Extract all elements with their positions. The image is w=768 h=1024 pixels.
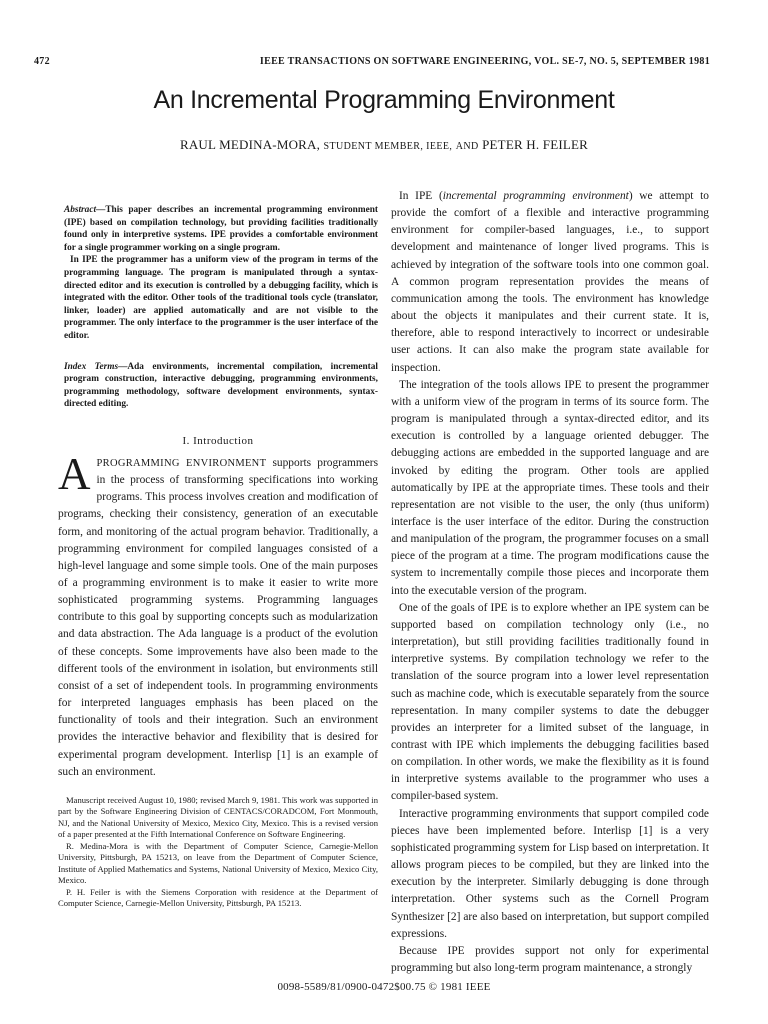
page-number: 472 [34,56,50,67]
footnote-author-1: R. Medina-Mora is with the Department of Computer Science, Carnegie-Mellon University, Pittsburgh, PA 15213, on leave from the Department of Computer Science, Institute of Applied Mathematics and Systems, National University of Mexico, Mexico City, Mexico. [58,840,378,886]
right-p1-start: In IPE ( [399,190,443,202]
introduction-paragraph [58,448,379,781]
abstract [64,204,378,343]
footnote-manuscript: Manuscript received August 10, 1980; revised March 9, 1981. This work was supported in part by the Software Engineering Division of CENTACS/CORADCOM, Fort Monmouth, NJ, and the National University of Mexico, Mexico City, Mexico. This is a revised version of a paper presented at the Fifth International Conference on Software Engineering. [58,794,378,840]
index-terms [64,361,378,411]
left-column [58,204,378,910]
right-paragraph-5: Because IPE provides support not only for experimental programming but also long-term program maintenance, a strongly [391,944,709,975]
right-paragraph-2: The integration of the tools allows IPE to present the programmer with a uniform view of the program in terms of its source form. The program is manipulated through a syntax-directed editor, and its execution is controlled by a language oriented debugger. The debugging actions are embedded in the supported language and are invoked by editing the program. Other tools are applied automatically by IPE at the appropriate times. These tools and their representation are not visible to the user, the only (thus uniform) interface is the user interface of the editor. During the construction and manipulation of the program, the programmer focuses on a small piece of the program at a time. The program modifications cause the system to incrementally compile those pieces and incorporate them into the executable version of the program. [391,378,709,597]
right-p1-emphasis: incremental programming environment [442,190,629,202]
footnotes [58,795,378,910]
abstract-paragraph-1 [64,204,378,254]
abstract-paragraph-2: In IPE the programmer has a uniform view of the program in terms of the programming language. The program is manipulated through a syntax-directed editor and its execution is controlled by a debugging facility, which is integrated with the editor. Other tools of the traditional tools cycle (translator, linker, loader) are applied automatically and are not visible to the programmer. The only interface to the programmer is the user interface of the editor. [64,255,378,341]
copyright-footer: 0098-5589/81/0900-0472$00.75 © 1981 IEEE [277,981,491,993]
right-paragraph-1 [391,188,709,377]
footnote-author-2: P. H. Feiler is with the Siemens Corporation with residence at the Department of Computer Science, Carnegie-Mellon University, Pittsburgh, PA 15213. [58,886,378,909]
paper-title: An Incremental Programming Environment [153,86,615,114]
author-1-membership: STUDENT MEMBER, IEEE, [323,141,453,152]
right-column-body [391,188,709,977]
intro-smallcaps: PROGRAMMING ENVIRONMENT [96,457,267,469]
abstract-text-1: —This paper describes an incremental programming environment (IPE) based on compilation technology, but providing facilities traditionally found only in interpretive systems. IPE provides a comfortable environment for a single programmer working on a single program. [64,205,378,253]
author-conjunction: AND [455,141,479,152]
right-paragraph-3: One of the goals of IPE is to explore whether an IPE system can be supported based on compilation technology only (i.e., no interpretation), but still providing facilities traditionally found in interpretive systems. By compilation technology we refer to the translation of the source program into a lower level representation such as machine code, which is executable separately from the source representation. In many compiler systems to date the debugger provides an interpreter for a limited subset of the language, in contrast with IPE which implements the debugging facilities based on compilation. In other words, we make the flexibility as it is found in interpretive systems available to the programmer who uses a compiler-based system. [391,601,709,803]
abstract-lead: Abstract [64,205,97,215]
intro-text: supports programmers in the process of transforming specifications into working programs. This process involves creation and modification of programs, checking their consistency, generation of an executable form, and monitoring of the actual program behavior. Traditionally, a programming environment for compiled languages consisted of a high-level language and some simple tools. One of the main purposes of a programming environment is to make it easier to write more sophisticated programming systems. Programming languages contribute to this goal by supporting concepts such as modularization and data abstraction. The Ada language is a product of the evolution of these concepts. Some improvements have also been made to the different tools of the environment in isolation, but environments still consist of a set of independent tools. In programming environments for interpreted languages emphasis has been placed on the functionality of tools and their integration. Such an environment provides the interactive behavior and flexibility that is desired for experimental program development. Interlisp [1] is an example of such an environment. [58,456,379,778]
section-heading-introduction: I. Introduction [182,434,254,447]
author-line [0,137,768,153]
journal-citation: IEEE TRANSACTIONS ON SOFTWARE ENGINEERING, VOL. SE-7, NO. 5, SEPTEMBER 1981 [259,56,710,67]
author-1: RAUL MEDINA-MORA, [179,137,321,152]
running-head [34,56,710,67]
index-terms-lead: Index Terms [64,361,119,372]
right-paragraph-4: Interactive programming environments that support compiled code pieces have been implemented before. Interlisp [1] is a very sophisticated programming system for Lisp based on interpretation. It allows program pieces to be compiled, but they are linked into the execution by the interpreter. Similarly debugging is done through interpretation. Other systems such as the Cornell Program Synthesizer [2] are also based on interpretation, but support compiled expressions. [391,807,709,940]
right-column [391,188,709,977]
index-terms-text: —Ada environments, incremental compilation, incremental program construction, interactive debugging, programming environments, programming methodology, software development environments, syntax-directed editing. [64,361,378,410]
drop-cap: A [58,448,91,499]
author-2: PETER H. FEILER [482,137,589,152]
right-p1-rest: ) we attempt to provide the comfort of a flexible and interactive programming environment for compiler-based languages, i.e., to support development and maintenance of longer lived programs. This is achieved by integration of the software tools into one common goal. A common program representation provides the means of communication among the tools. The environment has knowledge about the objects it manipulates and their current state. It is, therefore, able to respond interactively to incorrect or undesirable user actions. It can also make the program state available for inspection. [391,190,709,374]
